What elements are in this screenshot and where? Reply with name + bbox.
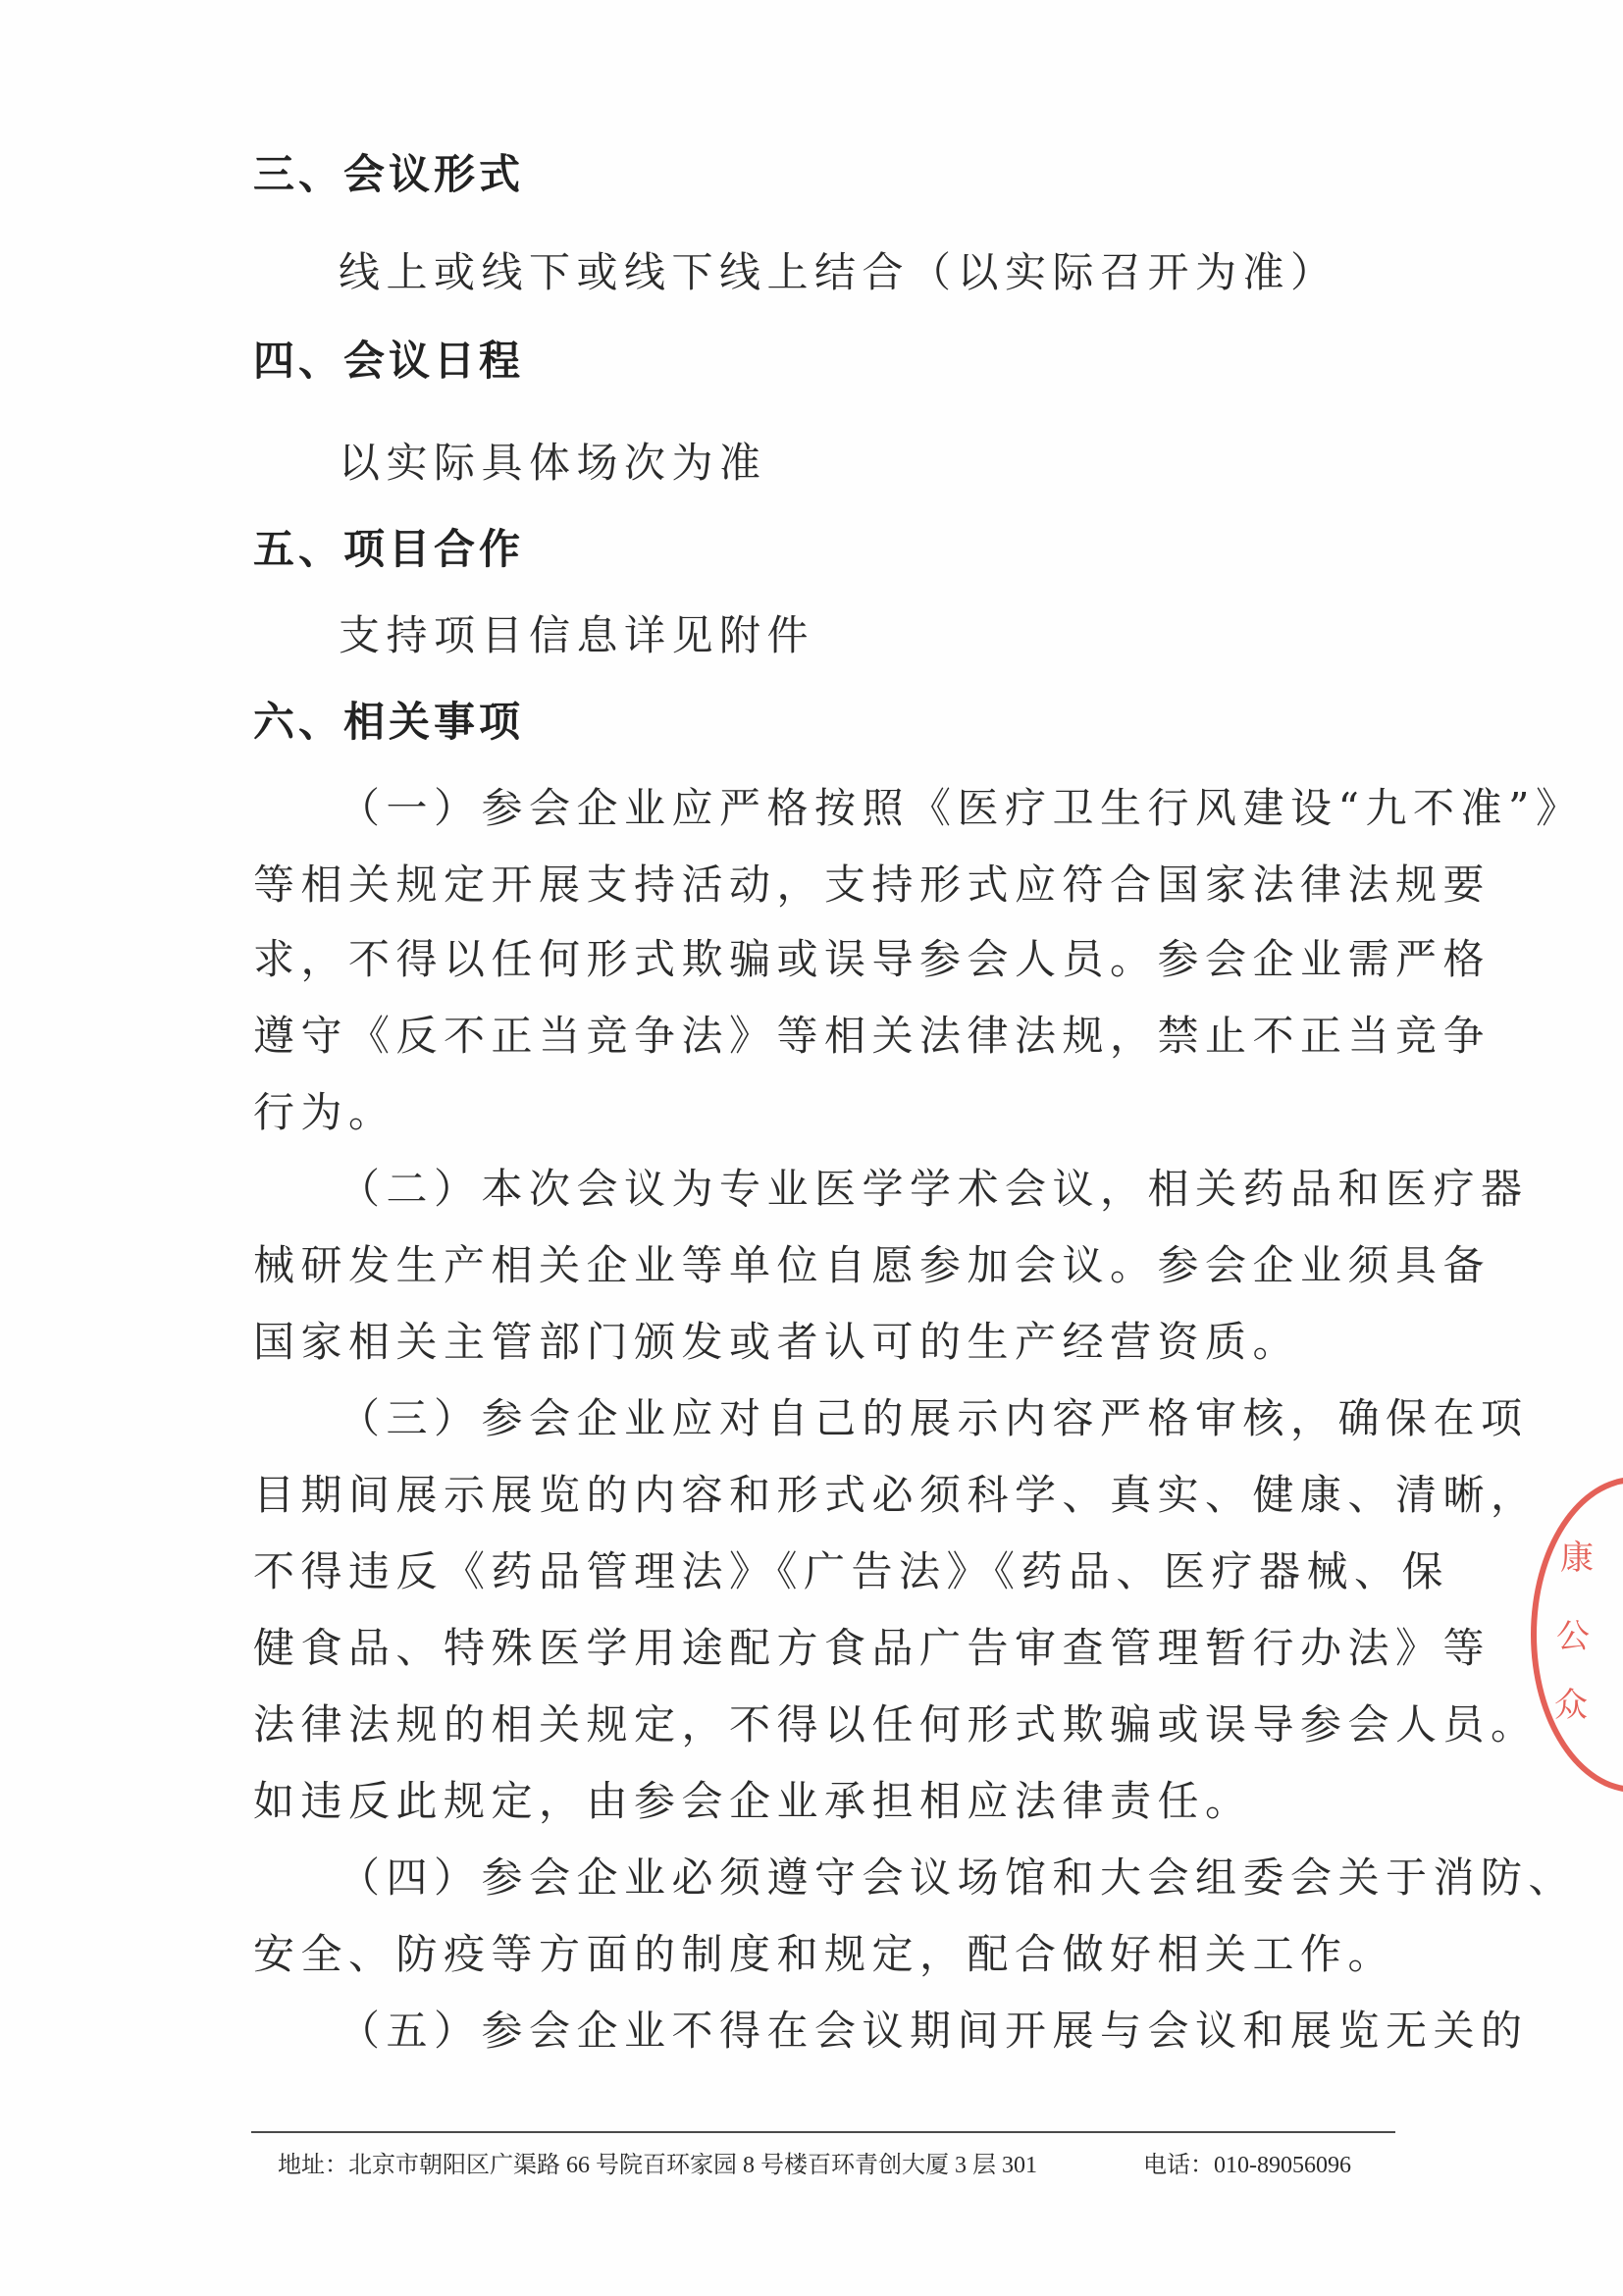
item-3-line-4: 健食品、特殊医学用途配方食品广告审查管理暂行办法》等: [253, 1624, 1492, 1672]
item-4-line-2: 安全、防疫等方面的制度和规定，配合做好相关工作。: [253, 1930, 1396, 1978]
item-5-line-1: （五）参会企业不得在会议期间开展与会议和展览无关的: [339, 2007, 1529, 2055]
section-heading-schedule: 四、会议日程: [253, 337, 525, 385]
section-body-schedule: 以实际具体场次为准: [339, 439, 767, 487]
item-2-line-1: （二）本次会议为专业医学学术会议，相关药品和医疗器: [339, 1165, 1529, 1213]
section-heading-format: 三、会议形式: [253, 150, 525, 198]
item-3-line-2: 目期间展示展览的内容和形式必须科学、真实、健康、清晰，: [253, 1471, 1539, 1519]
stamp-glyph-2: 公: [1556, 1617, 1590, 1656]
item-1-line-5: 行为。: [253, 1088, 396, 1136]
item-3-line-6: 如违反此规定，由参会企业承担相应法律责任。: [253, 1777, 1253, 1825]
item-4-line-1: （四）参会企业必须遵守会议场馆和大会组委会关于消防、: [339, 1853, 1577, 1902]
item-2-line-2: 械研发生产相关企业等单位自愿参加会议。参会企业须具备: [253, 1241, 1492, 1289]
item-3-line-1: （三）参会企业应对自己的展示内容严格审核，确保在项: [339, 1394, 1529, 1442]
item-1-line-1: （一）参会企业应严格按照《医疗卫生行风建设“九不准”》: [339, 784, 1584, 832]
footer-divider: [251, 2131, 1395, 2133]
footer-phone: 电话：010-89056096: [1143, 2153, 1351, 2178]
stamp-glyph-1: 康: [1560, 1539, 1594, 1578]
section-body-format: 线上或线下或线下线上结合（以实际召开为准）: [339, 248, 1338, 296]
item-1-line-3: 求，不得以任何形式欺骗或误导参会人员。参会企业需严格: [253, 935, 1492, 983]
section-heading-matters: 六、相关事项: [253, 698, 525, 746]
section-heading-cooperation: 五、项目合作: [253, 525, 525, 573]
footer-address: 地址：北京市朝阳区广渠路 66 号院百环家园 8 号楼百环青创大厦 3 层 301: [278, 2153, 1037, 2178]
item-1-line-2: 等相关规定开展支持活动，支持形式应符合国家法律法规要: [253, 861, 1492, 909]
stamp-glyph-3: 众: [1554, 1686, 1588, 1725]
item-3-line-3: 不得违反《药品管理法》《广告法》《药品、医疗器械、保: [253, 1547, 1450, 1595]
item-2-line-3: 国家相关主管部门颁发或者认可的生产经营资质。: [253, 1318, 1301, 1366]
section-body-cooperation: 支持项目信息详见附件: [339, 611, 815, 659]
item-3-line-5: 法律法规的相关规定，不得以任何形式欺骗或误导参会人员。: [253, 1700, 1539, 1748]
item-1-line-4: 遵守《反不正当竞争法》等相关法律法规，禁止不正当竞争: [253, 1012, 1492, 1060]
